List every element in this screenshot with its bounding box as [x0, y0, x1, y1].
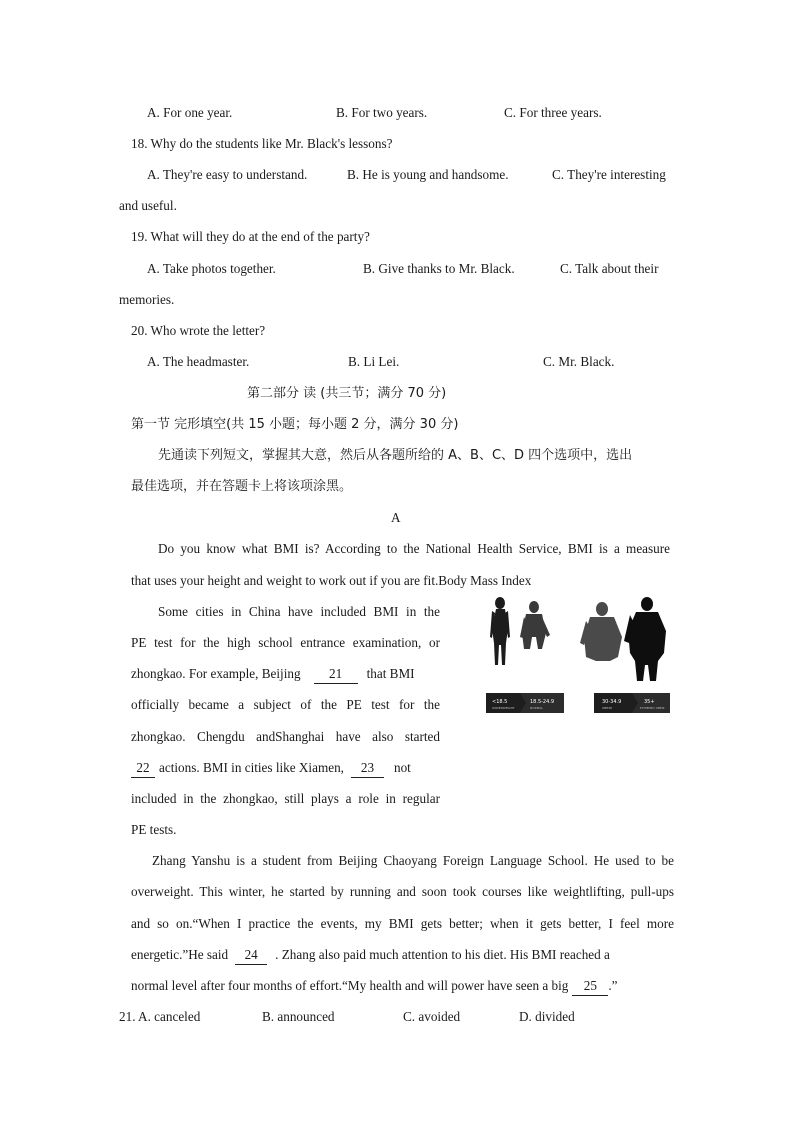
q19-stem: 19. What will they do at the end of the party? — [131, 229, 370, 244]
obese-figure-icon — [624, 597, 666, 681]
blank-23: 23 — [351, 759, 384, 778]
passage-p2-line7: included in the zhongkao, still plays a role in regular — [131, 791, 440, 806]
passage-p2-line6 — [131, 759, 411, 778]
bmi-badges — [486, 693, 670, 713]
q21-option-d: D. divided — [519, 1009, 575, 1024]
passage-p3-line5-a: normal level after four months of effort.“My health and will power have seen a big — [131, 978, 569, 993]
blank-25: 25 — [572, 977, 608, 996]
q20-option-a: A. The headmaster. — [147, 354, 250, 369]
badge-extremely-obese-sub: EXTREMELY OBESE — [640, 707, 665, 710]
q19-option-c-cont: memories. — [119, 292, 175, 307]
part-two-title: 第二部分 读 (共三节；满分 70 分) — [247, 386, 447, 401]
badge-extremely-obese: 35+ — [644, 699, 655, 705]
passage-p2-line3-a: zhongkao. For example, Beijing — [131, 666, 301, 681]
overweight-figure-icon — [580, 602, 622, 661]
passage-p3-line4 — [131, 946, 610, 965]
passage-p1-line1: Do you know what BMI is? According to the National Health Service, BMI is a measure — [158, 541, 670, 556]
badge-underweight-sub: UNDERWEIGHT — [492, 706, 515, 710]
q18-option-b: B. He is young and handsome. — [347, 167, 509, 182]
passage-p1-text: that uses your height and weight to work out if you are fit. — [131, 573, 439, 588]
bmi-illustration — [484, 597, 672, 715]
passage-p2-line8: PE tests. — [131, 822, 177, 837]
q19-option-b: B. Give thanks to Mr. Black. — [363, 261, 515, 276]
passage-p2-line3 — [131, 665, 415, 684]
q18-option-a: A. They're easy to understand. — [147, 167, 308, 182]
badge-obese-sub: OBESE — [602, 706, 613, 710]
q18-option-c: C. They're interesting — [552, 167, 666, 182]
q17-option-c: C. For three years. — [504, 105, 602, 120]
q21-stem-option-a: 21. A. canceled — [119, 1009, 201, 1024]
passage-p3-line5 — [131, 977, 618, 996]
passage-p3-line4-b: . Zhang also paid much attention to his diet. His BMI reached a — [275, 947, 610, 962]
passage-label: A — [391, 510, 401, 525]
q21-option-b: B. announced — [262, 1009, 335, 1024]
passage-p3-line1: Zhang Yanshu is a student from Beijing Chaoyang Foreign Language School. He used to be — [152, 853, 674, 868]
figure-caption: Body Mass Index — [438, 573, 532, 588]
blank-24: 24 — [235, 946, 267, 965]
badge-normal-sub: NORMAL — [530, 706, 544, 710]
q19-option-a: A. Take photos together. — [147, 261, 276, 276]
q19-option-c: C. Talk about their — [560, 261, 659, 276]
passage-p3-line4-a: energetic.”He said — [131, 947, 229, 962]
q20-stem: 20. Who wrote the letter? — [131, 323, 266, 338]
passage-p3-line3: and so on.“When I practice the events, my BMI gets better; when it gets better, I feel more — [131, 916, 674, 931]
blank-22: 22 — [131, 759, 155, 778]
q18-stem: 18. Why do the students like Mr. Black's lessons? — [131, 136, 393, 151]
q17-option-b: B. For two years. — [336, 105, 428, 120]
underweight-figure-icon — [490, 597, 510, 665]
normal-figure-icon — [520, 601, 550, 649]
passage-p2-line1: Some cities in China have included BMI in the — [158, 604, 440, 619]
passage-p2-line2: PE test for the high school entrance examination, or — [131, 635, 440, 650]
q20-option-c: C. Mr. Black. — [543, 354, 615, 369]
instruction-line-2: 最佳选项，并在答题卡上将该项涂黑。 — [131, 479, 353, 494]
section-one-title: 第一节 完形填空(共 15 小题；每小题 2 分，满分 30 分) — [131, 417, 459, 432]
q21-option-c: C. avoided — [403, 1009, 461, 1024]
passage-p3-line5-b: .” — [608, 978, 618, 993]
blank-21: 21 — [314, 665, 358, 684]
q20-option-b: B. Li Lei. — [348, 354, 400, 369]
q18-option-c-cont: and useful. — [119, 198, 177, 213]
passage-p2-line6-b: not — [393, 760, 411, 775]
q17-option-a: A. For one year. — [147, 105, 233, 120]
badge-normal: 18.5-24.9 — [530, 699, 555, 705]
passage-p3-line2: overweight. This winter, he started by running and soon took courses like weightlifting, pull-ups — [131, 884, 674, 899]
passage-p2-line6-a: actions. BMI in cities like Xiamen, — [159, 760, 344, 775]
passage-p2-line4: officially became a subject of the PE test for the — [131, 697, 440, 712]
passage-p1-line2 — [131, 572, 531, 590]
passage-p2-line5: zhongkao. Chengdu andShanghai have also started — [131, 729, 440, 744]
badge-obese: 30-34.9 — [602, 699, 622, 705]
passage-p2-line3-b: that BMI — [366, 666, 415, 681]
badge-underweight: <18.5 — [492, 699, 508, 705]
instruction-line-1: 先通读下列短文，掌握其大意，然后从各题所给的 A、B、C、D 四个选项中，选出 — [158, 448, 633, 463]
